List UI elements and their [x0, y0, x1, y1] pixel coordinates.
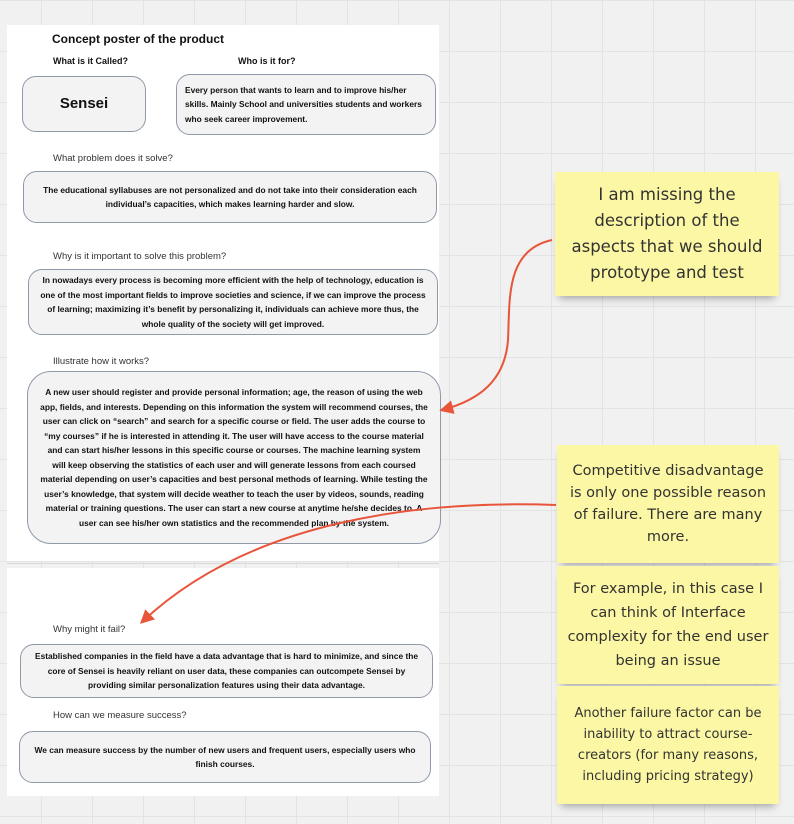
fail-box — [20, 644, 433, 698]
fail-text: Established companies in the field have a data advantage that is hard to minimize, and since the core of Sensei is heavily reliant on user data, these companies can outcompete Sensei by providing similar personalization features using their data advantage. — [34, 651, 419, 691]
poster-title: Concept poster of the product — [52, 32, 224, 46]
sticky-note-1[interactable]: I am missing the description of the aspects that we should prototype and test — [555, 172, 779, 296]
page-divider — [7, 563, 439, 564]
label-how: Illustrate how it works? — [53, 356, 150, 367]
how-text: A new user should register and provide personal information; age, the reason of using the web app, fields, and interests. Depending on this information the system will recommend courses, the user can click on “search” and search for a specific course or field. The user adds the course to “my courses” if he is interested in attending it. The user will have access to the course material and can start his/her lessons in this specific course or courses. The machine learning system will keep observing the statistics of each user and will generate lessons from each coursed material depending on user’s capacities and best personal methods of learning. While testing the user’s knowledge, that system will decide weather to teach the user by videos, sounds, reading material or training questions. The user can start a new course at anytime he/she decides to. A user can see his/her own statistics and the recommended plan by the system. — [40, 387, 428, 528]
sticky-note-3[interactable]: For example, in this case I can think of Interface complexity for the end user being an issue — [557, 566, 779, 684]
measure-text: We can measure success by the number of new users and frequent users, especially users who finish courses. — [34, 744, 416, 769]
label-measure: How can we measure success? — [53, 710, 187, 721]
how-box — [27, 371, 441, 544]
importance-box — [28, 269, 438, 335]
poster-page-1 — [7, 25, 439, 561]
label-importance: Why is it important to solve this problem? — [53, 251, 227, 262]
measure-box — [19, 731, 431, 783]
sticky-note-2[interactable]: Competitive disadvantage is only one possible reason of failure. There are many more. — [557, 445, 779, 563]
label-for-whom: Who is it for? — [238, 56, 296, 66]
name-box — [22, 76, 146, 132]
label-called: What is it Called? — [53, 56, 129, 66]
problem-text: The educational syllabuses are not personalized and do not take into their consideration each individual’s capacities, which makes learning harder and slow. — [43, 184, 417, 209]
poster-page-2 — [7, 568, 439, 796]
label-fail: Why might it fail? — [53, 624, 126, 635]
arrow-note1-to-how[interactable] — [442, 240, 552, 410]
label-problem: What problem does it solve? — [53, 153, 173, 164]
for-whom-box — [176, 74, 436, 135]
problem-box — [23, 171, 437, 223]
importance-text: In nowadays every process is becoming more efficient with the help of technology, education is one of the most important fields to improve societies and science, if we can improve the process of learning; maximizing it’s benefit by personalizing it, individuals can achieve more thus, the whole quality of the society will get improved. — [40, 275, 426, 329]
product-name: Sensei — [59, 94, 109, 112]
sticky-note-4[interactable]: Another failure factor can be inability to attract course-creators (for many reasons, including pricing strategy) — [557, 686, 779, 804]
for-whom-text: Every person that wants to learn and to improve his/her skills. Mainly School and universities students and workers who seek career improvement. — [185, 84, 422, 124]
